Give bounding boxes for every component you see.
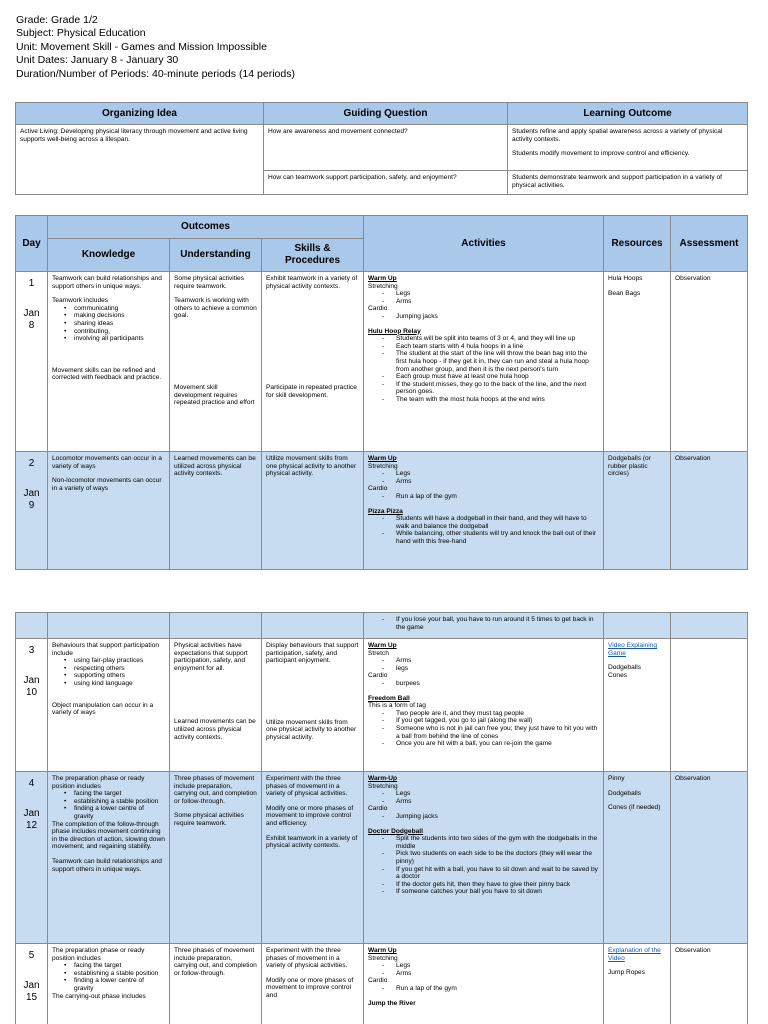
skills-text: Participate in repeated practice for skill development. xyxy=(266,384,357,399)
stretch-label: Stretching xyxy=(368,954,398,962)
game-title: Hulu Hoop Relay xyxy=(368,327,421,335)
organizing-idea-text: Active Living: Developing physical literacy through movement and active living supports well-being across a lifespan. xyxy=(20,128,248,143)
day-2-row xyxy=(16,452,748,570)
list-item: - Jumping jacks xyxy=(382,313,599,321)
list-item: - The student at the start of the line will throw the bean bag into the first hula hoop - if they get it in, they can run and steal a hula hoop from another group, and then it is the next person's turn xyxy=(382,350,599,373)
day-1-assessment: Observation xyxy=(671,272,748,452)
header-guiding-question: Guiding Question xyxy=(264,103,508,125)
list-item: - Split the students into two sides of the gym with the dodgeballs in the middle xyxy=(382,835,599,850)
day-2-skills: Utilize movement skills from one physical activity to another physical activity. xyxy=(262,452,364,570)
game-steps xyxy=(382,515,599,545)
list-item: • involving all participants xyxy=(66,335,165,343)
list-item: - Students will have a dodgeball in their hand, and they will have to walk and balance the dodgeball xyxy=(382,515,599,530)
list-item: - Run a lap of the gym xyxy=(382,493,599,501)
day-4-skills xyxy=(262,772,364,944)
understanding-text: Movement skill development requires repeated practice and effort xyxy=(174,383,255,407)
knowledge-list xyxy=(66,962,165,992)
day-3-activities xyxy=(364,639,604,772)
day-2-knowledge xyxy=(48,452,170,570)
day-5-date: Jan 15 xyxy=(23,980,40,1003)
resource-item: Pinny xyxy=(608,775,625,782)
list-item: - The team with the most hula hoops at the end wins xyxy=(382,396,599,404)
explanation-video-link[interactable]: Explanation of the Video xyxy=(608,947,661,962)
day-3-resources xyxy=(604,639,671,772)
day-4-activities xyxy=(364,772,604,944)
understanding-text: Teamwork is working with others to achieve a common goal. xyxy=(174,297,257,320)
day-1-understanding xyxy=(170,272,262,452)
list-item: - Each group must have at least one hula hoop xyxy=(382,373,599,381)
resource-item: Cones (if needed) xyxy=(608,804,661,812)
header-understanding: Understanding xyxy=(170,239,262,272)
skills-text: Experiment with the three phases of movement in a variety of physical activities. xyxy=(266,947,348,970)
list-item: • using kind language xyxy=(66,680,165,688)
cardio-list xyxy=(382,985,599,993)
day-1-knowledge xyxy=(48,272,170,452)
game-title: Doctor Dodgeball xyxy=(368,827,423,835)
resource-item: Jump Ropes xyxy=(608,969,646,977)
knowledge-list xyxy=(66,305,165,343)
list-item: • facing the target xyxy=(66,962,165,970)
list-item: • finding a lower centre of gravity xyxy=(66,805,165,820)
list-item: - While balancing, other students will try and knock the ball out of their hand with this free-hand xyxy=(382,530,599,545)
day-1-activities xyxy=(364,272,604,452)
knowledge-text: Teamwork includes xyxy=(52,297,109,305)
skills-text: Modify one or more phases of movement to improve control and efficiency. xyxy=(266,804,354,827)
cardio-label: Cardio xyxy=(368,672,388,680)
day-4-cell xyxy=(16,772,48,944)
day-1-skills xyxy=(262,272,364,452)
knowledge-list xyxy=(66,790,165,820)
warm-up-title: Warm Up xyxy=(368,275,397,282)
understanding-text: Some physical activities require teamwork. xyxy=(174,275,244,290)
empty-cell xyxy=(604,613,671,639)
day-1-number: 1 xyxy=(28,278,35,289)
list-item: - Legs xyxy=(382,470,599,478)
day-5-activities xyxy=(364,944,604,1024)
lesson-plan-table-continued xyxy=(15,612,748,1024)
list-item: - Arms xyxy=(382,298,599,306)
list-item: - Arms xyxy=(382,657,599,665)
list-item: • contributing, xyxy=(66,328,165,336)
stretch-label: Stretching xyxy=(368,282,398,290)
list-item: - Someone who is not in jail can free you; they just have to hit you with a ball from behind the line of cones xyxy=(382,725,599,740)
empty-cell xyxy=(671,613,748,639)
knowledge-text: The carrying-out phase includes xyxy=(52,992,146,1000)
game-title: Freedom Ball xyxy=(368,694,410,702)
day-2-activities xyxy=(364,452,604,570)
day-5-skills xyxy=(262,944,364,1024)
list-item: - Once you are hit with a ball, you can re-join the game xyxy=(382,740,599,748)
list-item: - If the doctor gets hit, then they have to give their pinny back xyxy=(382,881,599,889)
day-5-knowledge xyxy=(48,944,170,1024)
unit-line: Unit: Movement Skill - Games and Mission Impossible xyxy=(16,40,267,53)
stretch-list xyxy=(382,657,599,672)
stretch-label: Stretching xyxy=(368,782,398,790)
resource-item: Bean Bags xyxy=(608,289,641,297)
cardio-list xyxy=(382,680,599,688)
list-item: • supporting others xyxy=(66,672,165,680)
learning-outcome-1a: Students refine and apply spatial awareness across a variety of physical activity contexts. xyxy=(512,128,723,143)
stretch-label: Stretch xyxy=(368,649,389,657)
empty-cell xyxy=(262,613,364,639)
header-resources: Resources xyxy=(604,216,671,272)
list-item: • establishing a stable position xyxy=(66,798,165,806)
day-5-cell xyxy=(16,944,48,1024)
list-item: - Legs xyxy=(382,962,599,970)
knowledge-text: Teamwork can build relationships and support others in unique ways. xyxy=(52,857,162,873)
day-3-skills xyxy=(262,639,364,772)
resource-item: Dodgeballs xyxy=(608,664,641,672)
cardio-label: Cardio xyxy=(368,977,388,985)
list-item: • making decisions xyxy=(66,312,165,320)
day-5-row xyxy=(16,944,748,1024)
skills-text: Exhibit teamwork in a variety of physical activity contexts. xyxy=(266,834,358,850)
day-3-knowledge xyxy=(48,639,170,772)
dates-line: Unit Dates: January 8 - January 30 xyxy=(16,54,179,67)
list-item: - If the student misses, they go to the back of the line, and the next person goes. xyxy=(382,381,599,396)
header-skills: Skills & Procedures xyxy=(262,239,364,272)
knowledge-text: The completion of the follow-through phase includes movement continuing in the direction of action, slowing down movement, and regaining stability. xyxy=(52,820,165,851)
knowledge-text: Movement skills can be refined and corrected with feedback and practice. xyxy=(52,366,162,382)
plan-header xyxy=(16,14,295,81)
day-2-understanding: Learned movements can be utilized across physical activity contexts. xyxy=(170,452,262,570)
game-steps xyxy=(382,835,599,896)
guiding-question-2: How can teamwork support participation, safety, and enjoyment? xyxy=(264,171,508,195)
skills-text: Modify one or more phases of movement to improve control and xyxy=(266,976,354,999)
list-item: • communicating xyxy=(66,305,165,313)
day-1-row xyxy=(16,272,748,452)
day-3-cell xyxy=(16,639,48,772)
header-learning-outcome: Learning Outcome xyxy=(508,103,748,125)
list-item: - If someone catches your ball you have to sit down xyxy=(382,888,599,896)
list-item: - Two people are it, and they must tag people xyxy=(382,710,599,718)
list-item: - If you get hit with a ball, you have to sit down and wait to be saved by a doctor xyxy=(382,866,599,881)
stretch-list xyxy=(382,962,599,977)
day-4-understanding xyxy=(170,772,262,944)
learning-outcome-1b: Students modify movement to improve control and efficiency. xyxy=(512,150,690,158)
learning-outcome-1 xyxy=(508,125,748,171)
list-item: - Jumping jacks xyxy=(382,813,599,821)
list-item: - Run a lap of the gym xyxy=(382,985,599,993)
stretch-list xyxy=(382,470,599,485)
stretch-list xyxy=(382,790,599,805)
day-3-assessment xyxy=(671,639,748,772)
skills-text: Exhibit teamwork in a variety of physical activity contexts. xyxy=(266,275,358,290)
day-3-row xyxy=(16,639,748,772)
list-item: • establishing a stable position xyxy=(66,970,165,978)
game-title: Pizza Pizza xyxy=(368,507,403,515)
list-item: - Legs xyxy=(382,290,599,298)
day-2-resources: Dodgeballs (or rubber plastic circles) xyxy=(604,452,671,570)
warm-up-title: Warm-Up xyxy=(368,775,398,782)
continued-activity xyxy=(364,613,604,639)
day-4-resources xyxy=(604,772,671,944)
knowledge-text: Locomotor movements can occur in a variety of ways xyxy=(52,455,162,470)
list-item: • facing the target xyxy=(66,790,165,798)
knowledge-text: Non-locomotor movements can occur in a variety of ways xyxy=(52,477,162,492)
game-steps xyxy=(382,616,599,631)
day-4-knowledge xyxy=(48,772,170,944)
list-item: • finding a lower centre of gravity xyxy=(66,977,165,992)
stretch-list xyxy=(382,290,599,305)
skills-text: Experiment with the three phases of movement in a variety of physical activities. xyxy=(266,775,348,798)
day-5-resources xyxy=(604,944,671,1024)
list-item: - If you lose your ball, you have to run around it 5 times to get back in the game xyxy=(382,616,599,631)
warm-up-title: Warm Up xyxy=(368,947,397,954)
knowledge-text: The preparation phase or ready position includes xyxy=(52,947,145,962)
cardio-list xyxy=(382,313,599,321)
list-item: - Students will be split into teams of 3 or 4, and they will line up xyxy=(382,335,599,343)
list-item: • using fair-play practices xyxy=(66,657,165,665)
header-activities: Activities xyxy=(364,216,604,272)
resource-item: Cones xyxy=(608,671,628,679)
game-title: Jump the River xyxy=(368,999,416,1007)
day-2-date: Jan 9 xyxy=(23,488,40,511)
cardio-list xyxy=(382,813,599,821)
list-item: - legs xyxy=(382,665,599,673)
learning-outcome-2: Students demonstrate teamwork and support participation in a variety of physical activities. xyxy=(508,171,748,195)
cardio-label: Cardio xyxy=(368,805,388,813)
knowledge-list xyxy=(66,657,165,687)
resource-item: Hula Hoops xyxy=(608,275,643,282)
organizing-idea-cell xyxy=(16,125,264,195)
list-item: - If you get tagged, you go to jail (along the wall) xyxy=(382,717,599,725)
continuation-row xyxy=(16,613,748,639)
cardio-list xyxy=(382,493,599,501)
understanding-text: Physical activities have expectations that support participation, safety, and enjoyment for all. xyxy=(174,642,248,672)
list-item: - Each team starts with 4 hula hoops in a line xyxy=(382,343,599,351)
skills-text: Display behaviours that support participation, safety, and participant enjoyment. xyxy=(266,642,359,665)
list-item: - Pick two students on each side to be the doctors (they will wear the pinny) xyxy=(382,850,599,865)
duration-line: Duration/Number of Periods: 40-minute periods (14 periods) xyxy=(16,67,295,80)
day-4-assessment: Observation xyxy=(671,772,748,944)
day-4-date: Jan 12 xyxy=(23,808,40,831)
understanding-text: Learned movements can be utilized across physical activity contexts. xyxy=(174,718,256,741)
header-organizing-idea: Organizing Idea xyxy=(16,103,264,125)
game-steps xyxy=(382,335,599,403)
knowledge-text: Object manipulation can occur in a variety of ways xyxy=(52,701,154,717)
warm-up-title: Warm Up xyxy=(368,455,397,462)
day-4-row xyxy=(16,772,748,944)
day-1-cell xyxy=(16,272,48,452)
cardio-label: Cardio xyxy=(368,305,388,313)
empty-cell xyxy=(48,613,170,639)
list-item: - Legs xyxy=(382,790,599,798)
day-3-understanding xyxy=(170,639,262,772)
day-4-number: 4 xyxy=(28,778,35,789)
day-1-resources xyxy=(604,272,671,452)
list-item: - Arms xyxy=(382,970,599,978)
resource-item: Dodgeballs xyxy=(608,789,641,797)
game-steps xyxy=(382,710,599,748)
list-item: • sharing ideas xyxy=(66,320,165,328)
lesson-plan-table xyxy=(15,215,748,570)
understanding-text: Three phases of movement include preparation, carrying out, and completion or follow-through. xyxy=(174,775,257,805)
game-intro: This is a form of tag xyxy=(368,702,426,710)
list-item: - burpees xyxy=(382,680,599,688)
grade-line: Grade: Grade 1/2 xyxy=(16,14,98,26)
day-2-number: 2 xyxy=(28,458,35,469)
warm-up-title: Warm Up xyxy=(368,642,397,649)
header-outcomes: Outcomes xyxy=(48,216,364,239)
list-item: - Arms xyxy=(382,798,599,806)
understanding-text: Some physical activities require teamwork. xyxy=(174,812,244,827)
stretch-label: Stretching xyxy=(368,462,398,470)
day-5-number: 5 xyxy=(28,950,35,961)
header-assessment: Assessment xyxy=(671,216,748,272)
day-3-number: 3 xyxy=(28,645,35,656)
day-5-assessment: Observation xyxy=(671,944,748,1024)
day-5-understanding: Three phases of movement include preparation, carrying out, and completion or follow-through. xyxy=(170,944,262,1024)
header-knowledge: Knowledge xyxy=(48,239,170,272)
cardio-label: Cardio xyxy=(368,485,388,493)
skills-text: Utilize movement skills from one physical activity to another physical activity. xyxy=(266,718,357,741)
empty-cell xyxy=(170,613,262,639)
subject-line: Subject: Physical Education xyxy=(16,27,146,40)
day-3-date: Jan 10 xyxy=(23,675,40,698)
day-2-assessment: Observation xyxy=(671,452,748,570)
video-explaining-game-link[interactable]: Video Explaining Game xyxy=(608,642,658,657)
knowledge-text: Teamwork can build relationships and support others in unique ways. xyxy=(52,275,162,290)
day-1-date: Jan 8 xyxy=(23,308,40,331)
organizing-table xyxy=(15,102,748,195)
list-item: - Arms xyxy=(382,478,599,486)
day-2-cell xyxy=(16,452,48,570)
knowledge-text: Behaviours that support participation include xyxy=(52,642,160,657)
header-day: Day xyxy=(16,216,48,272)
guiding-question-1: How are awareness and movement connected? xyxy=(264,125,508,171)
knowledge-text: The preparation phase or ready position includes xyxy=(52,775,145,790)
empty-cell xyxy=(16,613,48,639)
list-item: • respecting others xyxy=(66,665,165,673)
